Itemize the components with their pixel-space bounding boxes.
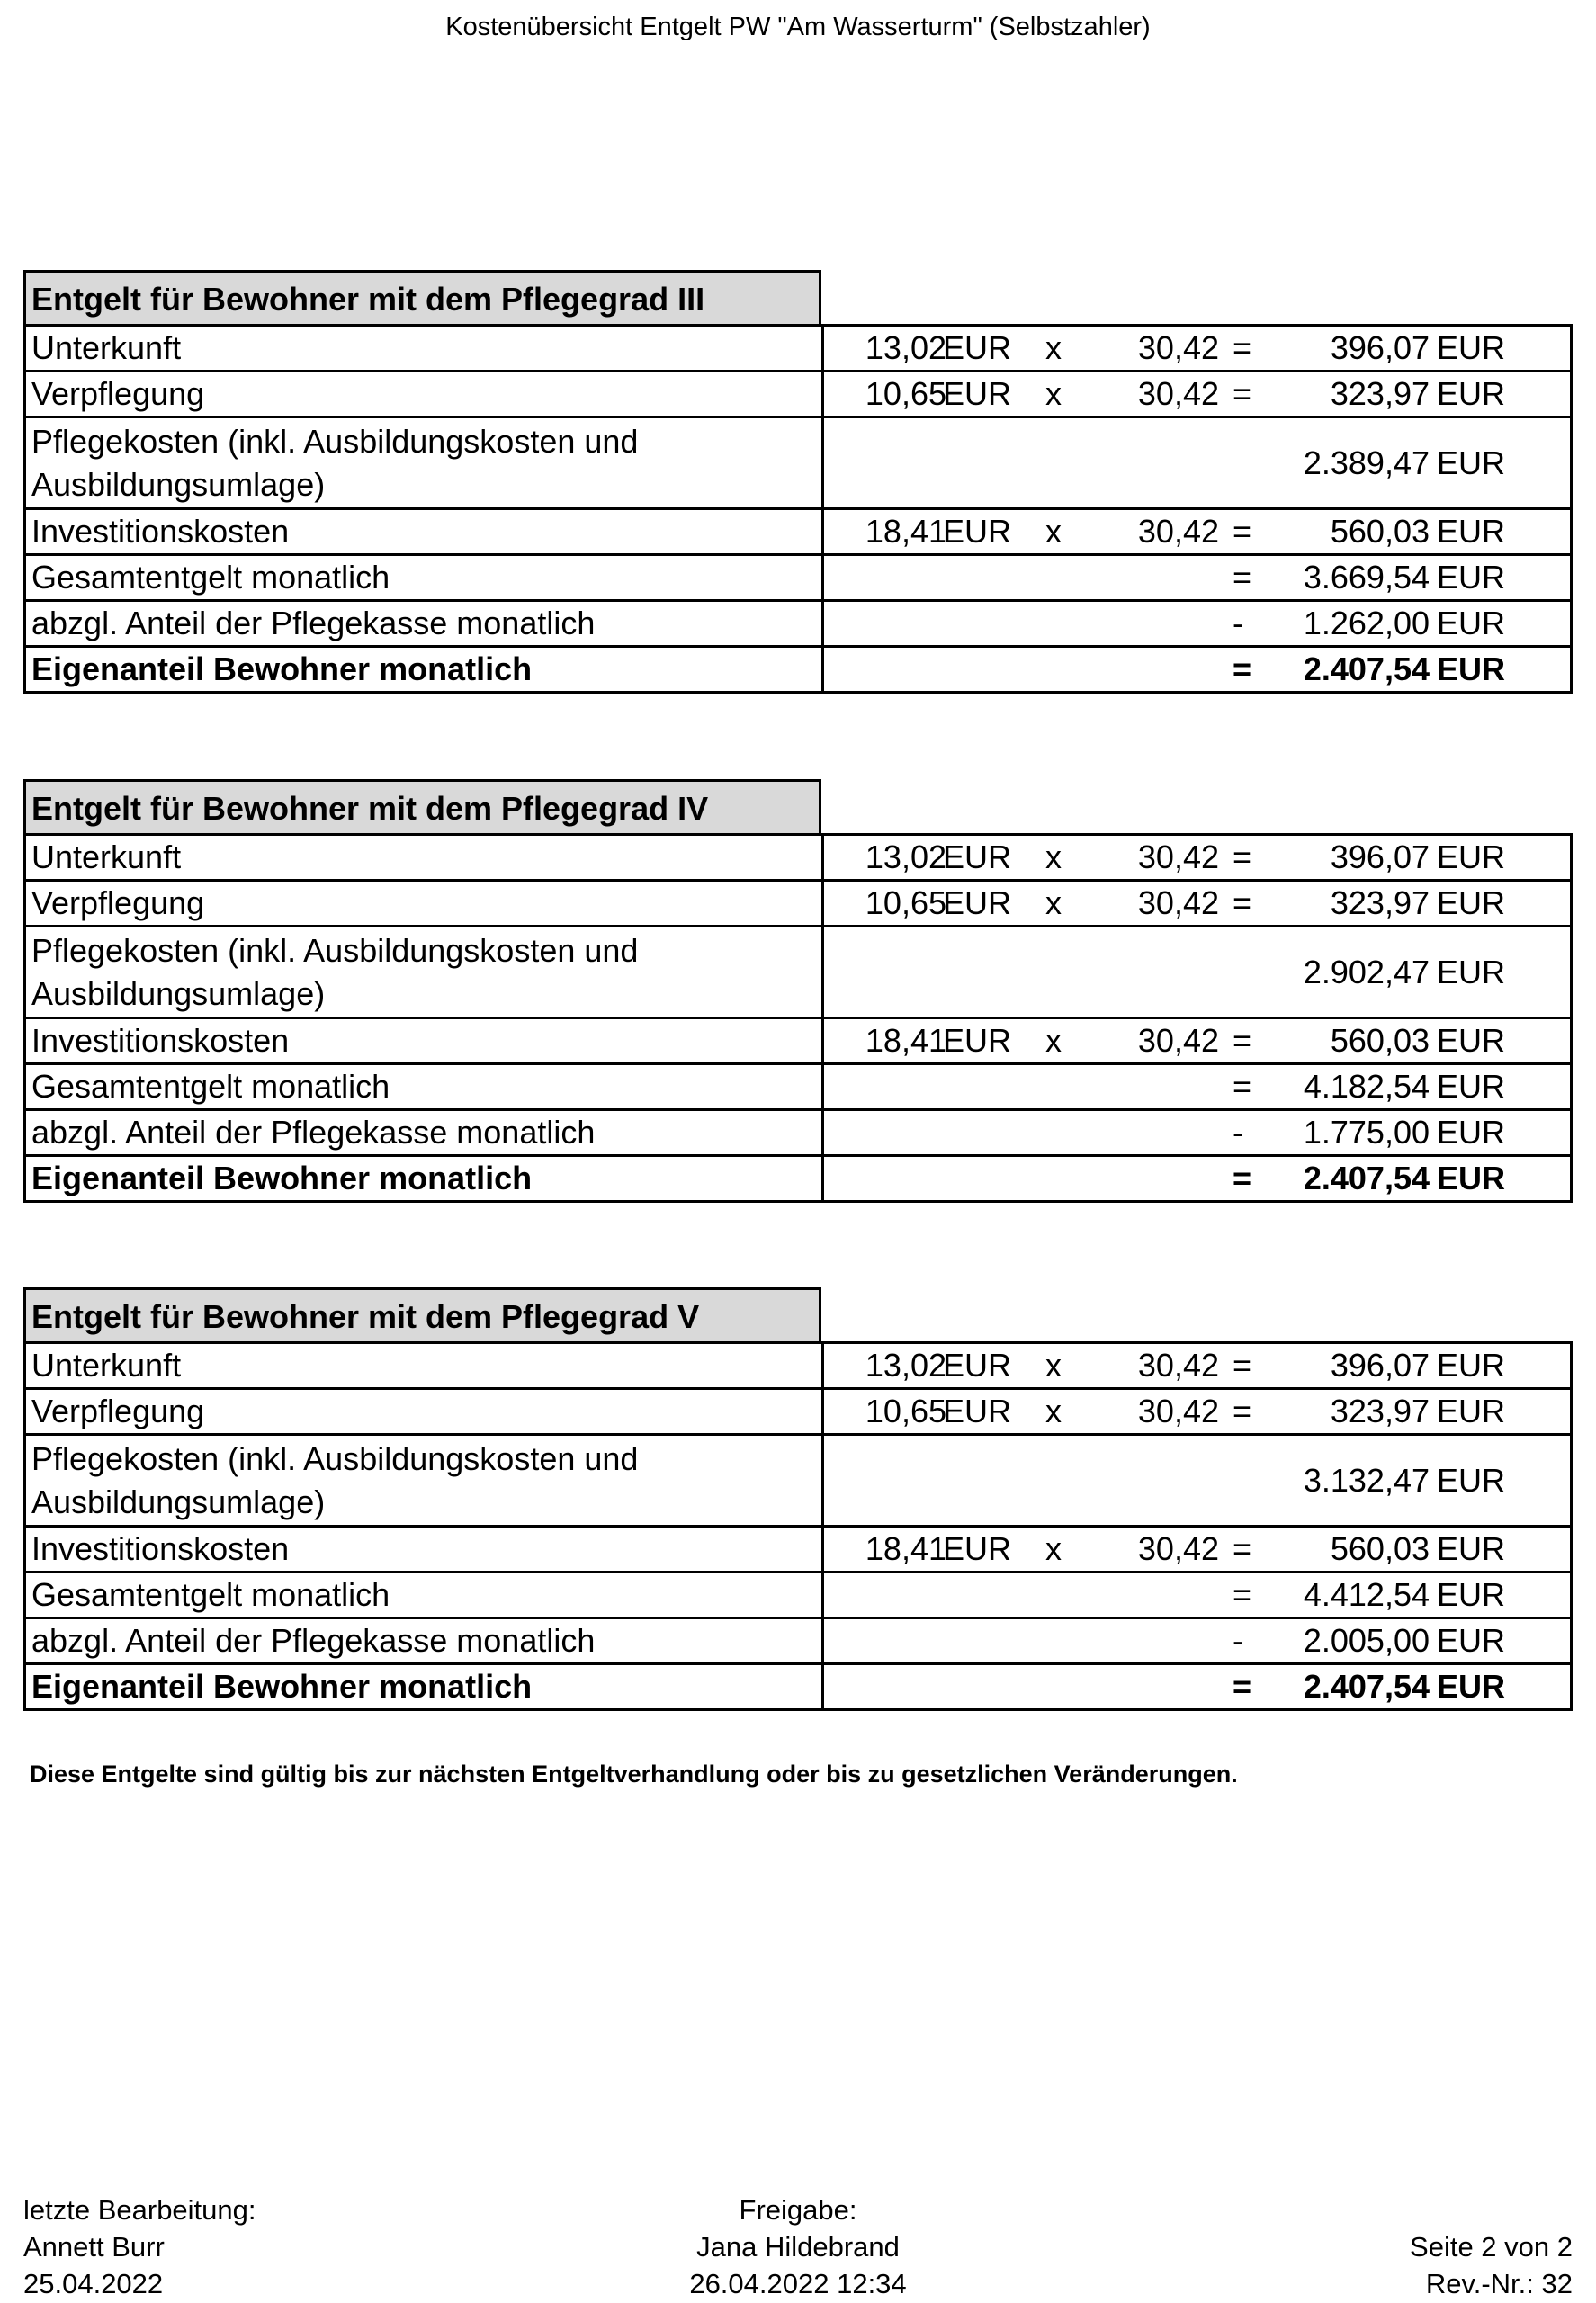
amount-currency: EUR bbox=[1437, 513, 1506, 550]
approval-name: Jana Hildebrand bbox=[696, 2231, 900, 2263]
row-calculation bbox=[823, 1343, 1572, 1389]
days-factor: 30,42 bbox=[1137, 1530, 1219, 1567]
row-calculation bbox=[823, 647, 1572, 693]
operator-sign: = bbox=[1233, 884, 1252, 921]
row-label: Eigenanteil Bewohner monatlich bbox=[25, 1664, 823, 1710]
section-title: Entgelt für Bewohner mit dem Pflegegrad III bbox=[23, 270, 821, 324]
operator-sign: = bbox=[1233, 329, 1252, 366]
row-calculation bbox=[823, 1389, 1572, 1435]
row-calculation bbox=[823, 1573, 1572, 1618]
operator-sign: = bbox=[1233, 1160, 1252, 1196]
table-row bbox=[25, 835, 1572, 881]
row-label: Verpflegung bbox=[25, 1389, 823, 1435]
operator-sign: = bbox=[1233, 1576, 1252, 1613]
row-label: abzgl. Anteil der Pflegekasse monatlich bbox=[25, 1618, 823, 1664]
row-calculation bbox=[823, 1664, 1572, 1710]
row-calculation bbox=[823, 372, 1572, 417]
approval-label: Freigabe: bbox=[739, 2194, 857, 2226]
operator-sign: = bbox=[1233, 838, 1252, 875]
row-calculation bbox=[823, 1618, 1572, 1664]
section-pflegegrad-iv bbox=[23, 779, 1573, 1203]
row-calculation bbox=[823, 417, 1572, 509]
row-label: Verpflegung bbox=[25, 881, 823, 927]
table-row bbox=[25, 555, 1572, 601]
row-label: Eigenanteil Bewohner monatlich bbox=[25, 1156, 823, 1202]
table-row bbox=[25, 601, 1572, 647]
operator-sign: - bbox=[1233, 1114, 1243, 1151]
row-label: abzgl. Anteil der Pflegekasse monatlich bbox=[25, 601, 823, 647]
amount-value: 2.005,00 bbox=[1303, 1622, 1430, 1659]
amount-value: 323,97 bbox=[1330, 1393, 1430, 1429]
row-label: Pflegekosten (inkl. Ausbildungskosten und Ausbildungsumlage) bbox=[25, 417, 823, 509]
row-calculation bbox=[823, 1527, 1572, 1573]
page-number: Seite 2 von 2 bbox=[1410, 2231, 1573, 2263]
days-factor: 30,42 bbox=[1137, 1022, 1219, 1059]
table-row bbox=[25, 927, 1572, 1018]
multiply-sign: x bbox=[1045, 838, 1062, 875]
unit-price-currency: EUR bbox=[943, 375, 1012, 412]
amount-value: 4.412,54 bbox=[1303, 1576, 1430, 1613]
row-label: Unterkunft bbox=[25, 326, 823, 372]
days-factor: 30,42 bbox=[1137, 329, 1219, 366]
amount-value: 1.262,00 bbox=[1303, 605, 1430, 641]
operator-sign: = bbox=[1233, 559, 1252, 596]
table-row bbox=[25, 1064, 1572, 1110]
amount-value: 396,07 bbox=[1330, 1347, 1430, 1384]
amount-value: 2.407,54 bbox=[1303, 650, 1430, 687]
table-row bbox=[25, 1389, 1572, 1435]
table-row bbox=[25, 417, 1572, 509]
amount-currency: EUR bbox=[1437, 650, 1506, 687]
row-label: Eigenanteil Bewohner monatlich bbox=[25, 647, 823, 693]
table-row bbox=[25, 326, 1572, 372]
multiply-sign: x bbox=[1045, 1022, 1062, 1059]
footer-page-info bbox=[1410, 2191, 1573, 2302]
amount-currency: EUR bbox=[1437, 1160, 1506, 1196]
row-calculation bbox=[823, 555, 1572, 601]
row-label: Investitionskosten bbox=[25, 509, 823, 555]
amount-value: 2.407,54 bbox=[1303, 1160, 1430, 1196]
unit-price-currency: EUR bbox=[943, 838, 1012, 875]
amount-value: 323,97 bbox=[1330, 375, 1430, 412]
unit-price: 18,41 bbox=[865, 513, 946, 550]
row-calculation bbox=[823, 881, 1572, 927]
unit-price-currency: EUR bbox=[943, 1393, 1012, 1429]
amount-currency: EUR bbox=[1437, 1461, 1506, 1499]
page-title: Kostenübersicht Entgelt PW "Am Wasserturm" (Selbstzahler) bbox=[445, 13, 1151, 41]
table-row bbox=[25, 1527, 1572, 1573]
unit-price-currency: EUR bbox=[943, 329, 1012, 366]
table-row bbox=[25, 1573, 1572, 1618]
days-factor: 30,42 bbox=[1137, 1347, 1219, 1384]
amount-currency: EUR bbox=[1437, 375, 1506, 412]
row-calculation bbox=[823, 1110, 1572, 1156]
days-factor: 30,42 bbox=[1137, 513, 1219, 550]
amount-currency: EUR bbox=[1437, 884, 1506, 921]
amount-currency: EUR bbox=[1437, 1393, 1506, 1429]
unit-price: 13,02 bbox=[865, 838, 946, 875]
last-edit-label: letzte Bearbeitung: bbox=[23, 2194, 256, 2226]
table-row bbox=[25, 1110, 1572, 1156]
days-factor: 30,42 bbox=[1137, 838, 1219, 875]
amount-value: 2.389,47 bbox=[1303, 444, 1430, 481]
row-label: Gesamtentgelt monatlich bbox=[25, 1573, 823, 1618]
row-label: abzgl. Anteil der Pflegekasse monatlich bbox=[25, 1110, 823, 1156]
row-calculation bbox=[823, 326, 1572, 372]
validity-note: Diese Entgelte sind gültig bis zur nächsten Entgeltverhandlung oder bis zu gesetzlichen Veränderungen. bbox=[30, 1761, 1238, 1788]
unit-price: 18,41 bbox=[865, 1022, 946, 1059]
amount-currency: EUR bbox=[1437, 605, 1506, 641]
amount-value: 396,07 bbox=[1330, 838, 1430, 875]
amount-value: 560,03 bbox=[1330, 1530, 1430, 1567]
amount-value: 2.902,47 bbox=[1303, 953, 1430, 990]
amount-currency: EUR bbox=[1437, 1347, 1506, 1384]
section-pflegegrad-iii bbox=[23, 270, 1573, 694]
row-label: Verpflegung bbox=[25, 372, 823, 417]
amount-value: 396,07 bbox=[1330, 329, 1430, 366]
amount-currency: EUR bbox=[1437, 1068, 1506, 1105]
amount-value: 2.407,54 bbox=[1303, 1668, 1430, 1705]
row-calculation bbox=[823, 601, 1572, 647]
amount-value: 3.669,54 bbox=[1303, 559, 1430, 596]
row-calculation bbox=[823, 509, 1572, 555]
multiply-sign: x bbox=[1045, 375, 1062, 412]
row-label: Unterkunft bbox=[25, 835, 823, 881]
operator-sign: = bbox=[1233, 1022, 1252, 1059]
multiply-sign: x bbox=[1045, 1393, 1062, 1429]
operator-sign: = bbox=[1233, 513, 1252, 550]
days-factor: 30,42 bbox=[1137, 375, 1219, 412]
unit-price: 10,65 bbox=[865, 1393, 946, 1429]
table-row bbox=[25, 372, 1572, 417]
unit-price-currency: EUR bbox=[943, 1530, 1012, 1567]
operator-sign: - bbox=[1233, 1622, 1243, 1659]
amount-currency: EUR bbox=[1437, 444, 1506, 481]
amount-currency: EUR bbox=[1437, 953, 1506, 990]
amount-currency: EUR bbox=[1437, 1114, 1506, 1151]
row-label: Pflegekosten (inkl. Ausbildungskosten und Ausbildungsumlage) bbox=[25, 1435, 823, 1527]
multiply-sign: x bbox=[1045, 513, 1062, 550]
row-label: Investitionskosten bbox=[25, 1018, 823, 1064]
operator-sign: = bbox=[1233, 1347, 1252, 1384]
table-row bbox=[25, 1435, 1572, 1527]
row-label: Gesamtentgelt monatlich bbox=[25, 1064, 823, 1110]
section-pflegegrad-v bbox=[23, 1287, 1573, 1711]
section-title: Entgelt für Bewohner mit dem Pflegegrad IV bbox=[23, 779, 821, 833]
row-label: Gesamtentgelt monatlich bbox=[25, 555, 823, 601]
row-label: Unterkunft bbox=[25, 1343, 823, 1389]
table-row bbox=[25, 647, 1572, 693]
operator-sign: = bbox=[1233, 1068, 1252, 1105]
amount-currency: EUR bbox=[1437, 1022, 1506, 1059]
last-edit-date: 25.04.2022 bbox=[23, 2268, 164, 2299]
unit-price-currency: EUR bbox=[943, 1022, 1012, 1059]
row-label: Investitionskosten bbox=[25, 1527, 823, 1573]
table-row bbox=[25, 881, 1572, 927]
row-calculation bbox=[823, 1156, 1572, 1202]
amount-value: 323,97 bbox=[1330, 884, 1430, 921]
amount-currency: EUR bbox=[1437, 1622, 1506, 1659]
multiply-sign: x bbox=[1045, 1530, 1062, 1567]
revision-number: Rev.-Nr.: 32 bbox=[1425, 2268, 1573, 2299]
operator-sign: = bbox=[1233, 1668, 1252, 1705]
amount-currency: EUR bbox=[1437, 1576, 1506, 1613]
unit-price: 13,02 bbox=[865, 1347, 946, 1384]
unit-price: 10,65 bbox=[865, 884, 946, 921]
multiply-sign: x bbox=[1045, 329, 1062, 366]
operator-sign: = bbox=[1233, 650, 1252, 687]
days-factor: 30,42 bbox=[1137, 1393, 1219, 1429]
amount-currency: EUR bbox=[1437, 559, 1506, 596]
row-calculation bbox=[823, 835, 1572, 881]
amount-currency: EUR bbox=[1437, 1530, 1506, 1567]
amount-value: 560,03 bbox=[1330, 513, 1430, 550]
row-calculation bbox=[823, 927, 1572, 1018]
unit-price-currency: EUR bbox=[943, 884, 1012, 921]
amount-currency: EUR bbox=[1437, 329, 1506, 366]
table-row bbox=[25, 509, 1572, 555]
operator-sign: = bbox=[1233, 1530, 1252, 1567]
amount-value: 3.132,47 bbox=[1303, 1461, 1430, 1499]
operator-sign: = bbox=[1233, 1393, 1252, 1429]
unit-price-currency: EUR bbox=[943, 1347, 1012, 1384]
amount-value: 4.182,54 bbox=[1303, 1068, 1430, 1105]
cost-table bbox=[23, 324, 1573, 694]
unit-price: 10,65 bbox=[865, 375, 946, 412]
row-calculation bbox=[823, 1064, 1572, 1110]
amount-value: 1.775,00 bbox=[1303, 1114, 1430, 1151]
days-factor: 30,42 bbox=[1137, 884, 1219, 921]
unit-price: 18,41 bbox=[865, 1530, 946, 1567]
table-row bbox=[25, 1664, 1572, 1710]
section-title: Entgelt für Bewohner mit dem Pflegegrad V bbox=[23, 1287, 821, 1341]
last-edit-name: Annett Burr bbox=[23, 2231, 165, 2263]
table-row bbox=[25, 1018, 1572, 1064]
cost-table bbox=[23, 1341, 1573, 1711]
amount-value: 560,03 bbox=[1330, 1022, 1430, 1059]
unit-price: 13,02 bbox=[865, 329, 946, 366]
footer-approval bbox=[0, 2191, 1596, 2302]
operator-sign: = bbox=[1233, 375, 1252, 412]
table-row bbox=[25, 1618, 1572, 1664]
cost-table bbox=[23, 833, 1573, 1203]
multiply-sign: x bbox=[1045, 884, 1062, 921]
operator-sign: - bbox=[1233, 605, 1243, 641]
approval-date: 26.04.2022 12:34 bbox=[689, 2268, 907, 2299]
row-calculation bbox=[823, 1435, 1572, 1527]
row-calculation bbox=[823, 1018, 1572, 1064]
row-label: Pflegekosten (inkl. Ausbildungskosten und Ausbildungsumlage) bbox=[25, 927, 823, 1018]
multiply-sign: x bbox=[1045, 1347, 1062, 1384]
table-row bbox=[25, 1343, 1572, 1389]
table-row bbox=[25, 1156, 1572, 1202]
unit-price-currency: EUR bbox=[943, 513, 1012, 550]
amount-currency: EUR bbox=[1437, 1668, 1506, 1705]
amount-currency: EUR bbox=[1437, 838, 1506, 875]
